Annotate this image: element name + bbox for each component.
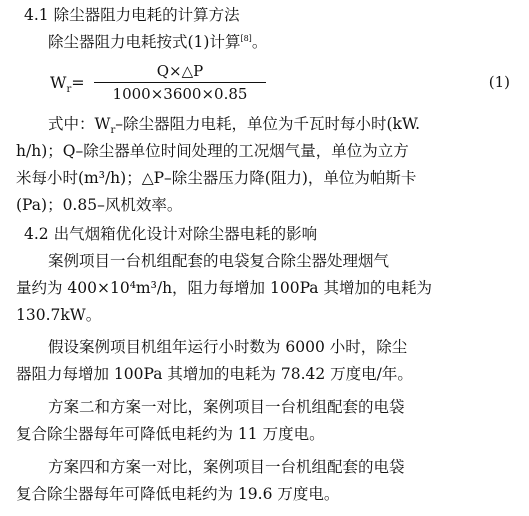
equation-denominator: 1000×3600×0.85 [112,85,248,103]
section-heading-4-1: 4.1 除尘器阻力电耗的计算方法 [24,6,240,24]
paragraph-3-line-2: 复合除尘器每年可降低电耗约为 11 万度电。 [16,425,325,443]
equation-fraction [90,61,270,104]
paragraph-4-line-1: 方案四和方案一对比，案例项目一台机组配套的电袋 [48,458,405,476]
paragraph-3-line-1: 方案二和方案一对比，案例项目一台机组配套的电袋 [48,398,405,416]
paragraph-4-line-2: 复合除尘器每年可降低电耗约为 19.6 万度电。 [16,485,340,503]
section-heading-4-2: 4.2 出气烟箱优化设计对除尘器电耗的影响 [24,225,318,243]
paragraph-2-line-2: 器阻力每增加 100Pa 其增加的电耗为 78.42 万度电/年。 [16,365,413,383]
definition-start: 式中：W [48,115,111,133]
equation-equals: = [71,73,85,92]
paragraph-1-line-1: 案例项目一台机组配套的电袋复合除尘器处理烟气 [48,252,390,270]
definition-line-3: 米每小时(m³/h)；△P–除尘器压力降(阻力)，单位为帕斯卡 [16,169,417,187]
paragraph-1-line-2: 量约为 400×10⁴m³/h，阻力每增加 100Pa 其增加的电耗为 [16,279,432,297]
intro-text: 除尘器阻力电耗按式(1)计算 [48,33,241,51]
equation-lhs-symbol: W [50,73,67,92]
definition-subscript: r [110,125,116,137]
definition-line-1 [48,113,515,142]
equation-number: (1) [488,73,510,91]
definition-rest: –除尘器阻力电耗，单位为千瓦时每小时(kW. [115,115,421,133]
definition-line-4: (Pa)；0.85–风机效率。 [16,196,183,214]
intro-end: 。 [251,33,268,51]
citation-ref: [8] [240,33,252,43]
fraction-bar [94,82,266,83]
equation-lhs-subscript: r [66,84,72,96]
intro-line [48,31,515,53]
equation-lhs [50,73,85,95]
paragraph-1-line-3: 130.7kW。 [16,306,102,324]
equation-numerator: Q×△P [156,62,204,80]
equation-1 [46,60,516,106]
definition-line-2: h/h)；Q–除尘器单位时间处理的工况烟气量，单位为立方 [16,142,409,160]
paragraph-2-line-1: 假设案例项目机组年运行小时数为 6000 小时，除尘 [48,338,408,356]
